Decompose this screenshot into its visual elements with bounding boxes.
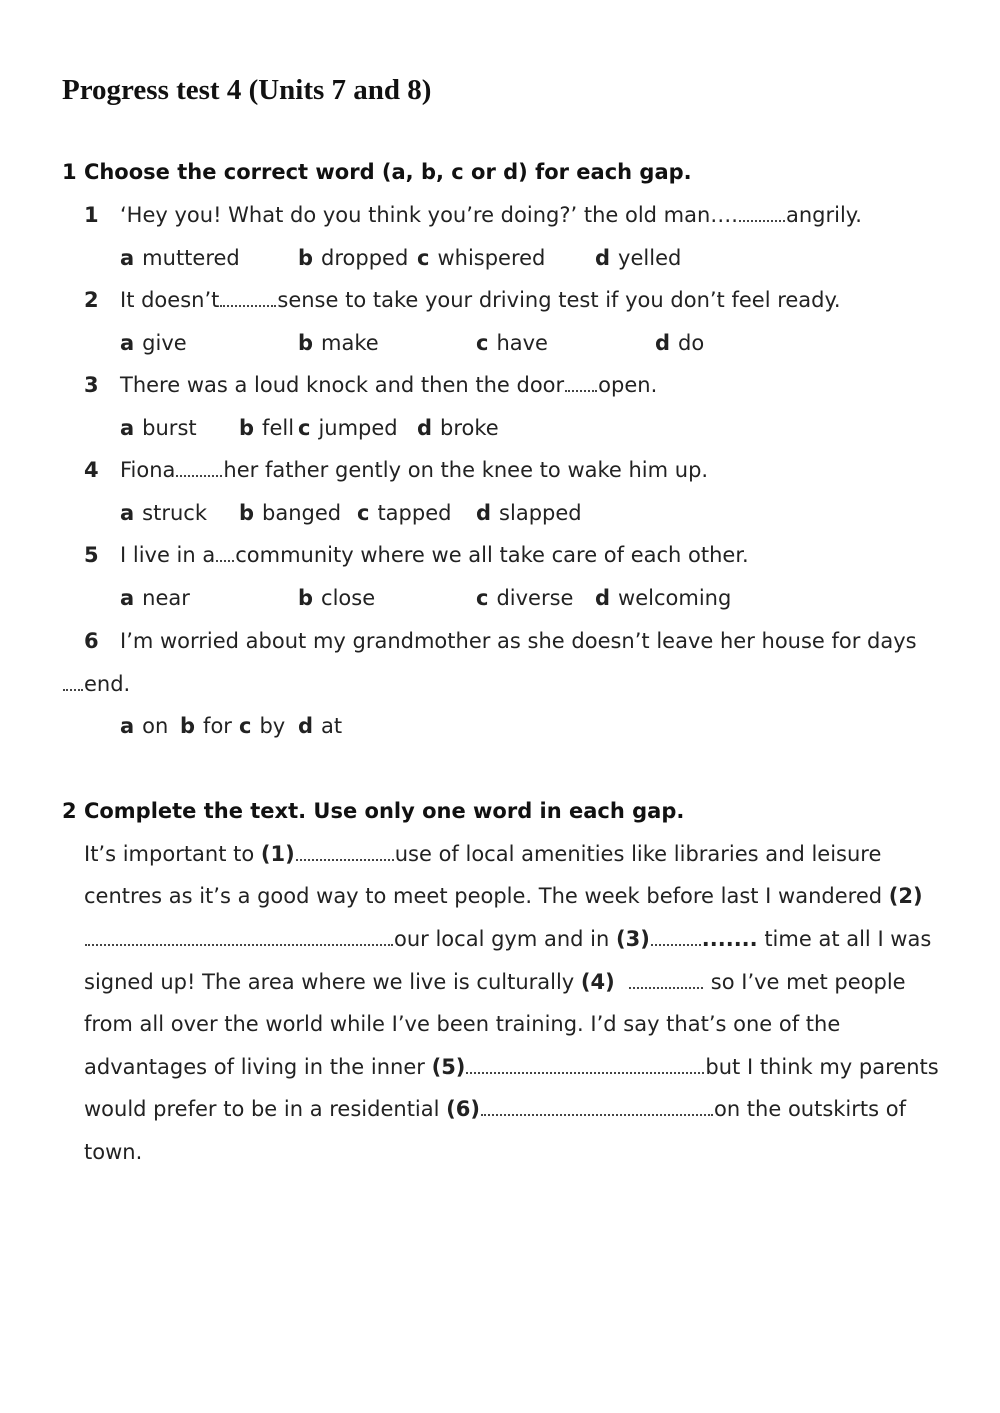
option-a[interactable]: a near — [120, 586, 190, 610]
question-text: There was a loud knock and then the door — [120, 373, 565, 397]
option-c[interactable]: c tapped — [357, 501, 452, 525]
gap-label: (1) — [260, 842, 295, 866]
text-line-1: It’s important to (1) use of local amenities like libraries and leisure — [84, 842, 882, 866]
question-text: ‘Hey you! What do you think you’re doing?’ the old man…. — [120, 203, 738, 227]
question-text: angrily. — [785, 203, 862, 227]
gap-label: (6) — [446, 1097, 480, 1121]
option-b[interactable]: b close — [298, 586, 376, 610]
answer-gap[interactable] — [739, 219, 785, 222]
question-text: I’m worried about my grandmother as she doesn’t leave her house for days — [120, 629, 917, 653]
option-b[interactable]: b dropped — [298, 246, 409, 270]
answer-gap[interactable] — [220, 304, 276, 307]
question-number: 6 — [84, 629, 99, 653]
option-d[interactable]: d yelled — [595, 246, 682, 270]
question-text: open. — [598, 373, 658, 397]
answer-gap[interactable] — [63, 688, 83, 691]
option-c[interactable]: c whispered — [417, 246, 546, 270]
question-text: I live in a — [120, 543, 216, 567]
gap-dots: ....... — [701, 927, 758, 951]
text-line-4: signed up! The area where we live is culturally (4) so I’ve met people — [84, 970, 906, 994]
answer-gap-2[interactable] — [85, 943, 393, 946]
question-6 — [84, 631, 917, 652]
option-b[interactable]: b fell — [239, 416, 295, 440]
section-number: 1 — [62, 160, 77, 184]
gap-label: (3) — [615, 927, 650, 951]
option-a[interactable]: a burst — [120, 416, 197, 440]
question-text: end. — [84, 672, 131, 696]
question-number: 4 — [84, 458, 99, 482]
section-instruction: Choose the correct word (a, b, c or d) for each gap. — [83, 160, 692, 184]
question-text: Fiona — [120, 458, 176, 482]
option-c[interactable]: c jumped — [298, 416, 398, 440]
option-c[interactable]: c diverse — [476, 586, 574, 610]
option-a[interactable]: a on — [120, 714, 169, 738]
question-1 — [84, 205, 862, 226]
option-a[interactable]: a give — [120, 331, 187, 355]
text-line-8: town. — [84, 1140, 143, 1164]
question-number: 1 — [84, 203, 99, 227]
text-line-3: our local gym and in (3) ....... time at all I was — [84, 929, 931, 950]
option-d[interactable]: d slapped — [476, 501, 582, 525]
answer-gap[interactable] — [216, 559, 234, 562]
text-line-6: advantages of living in the inner (5) but I think my parents — [84, 1055, 939, 1079]
gap-label: (4) — [580, 970, 615, 994]
question-number: 3 — [84, 373, 99, 397]
question-text: It doesn’t — [120, 288, 220, 312]
page-title: Progress test 4 (Units 7 and 8) — [62, 74, 432, 106]
question-2 — [84, 290, 841, 311]
gap-label: (5) — [431, 1055, 466, 1079]
text-line-2: centres as it’s a good way to meet people. The week before last I wandered (2) — [84, 884, 923, 908]
answer-gap[interactable] — [176, 474, 222, 477]
option-d[interactable]: d do — [655, 331, 705, 355]
option-b[interactable]: b for — [180, 714, 232, 738]
option-c[interactable]: c by — [239, 714, 286, 738]
answer-gap-4[interactable] — [629, 986, 703, 989]
question-6-continued — [62, 674, 130, 695]
question-5 — [84, 545, 749, 566]
question-text: her father gently on the knee to wake him up. — [223, 458, 709, 482]
answer-gap-6[interactable] — [481, 1113, 713, 1116]
question-text: sense to take your driving test if you don’t feel ready. — [277, 288, 841, 312]
section-number: 2 — [62, 799, 77, 823]
section-instruction: Complete the text. Use only one word in each gap. — [83, 799, 685, 823]
answer-gap-3[interactable] — [651, 943, 701, 946]
answer-gap-1[interactable] — [296, 858, 394, 861]
answer-gap-5[interactable] — [466, 1071, 704, 1074]
question-text: community where we all take care of each other. — [235, 543, 749, 567]
option-a[interactable]: a muttered — [120, 246, 240, 270]
answer-gap[interactable] — [565, 389, 597, 392]
option-b[interactable]: b banged — [239, 501, 342, 525]
question-4 — [84, 460, 708, 481]
option-d[interactable]: d broke — [417, 416, 499, 440]
question-number: 5 — [84, 543, 99, 567]
text-line-7: would prefer to be in a residential (6) on the outskirts of — [84, 1097, 906, 1121]
option-b[interactable]: b make — [298, 331, 379, 355]
question-number: 2 — [84, 288, 99, 312]
option-c[interactable]: c have — [476, 331, 548, 355]
question-3 — [84, 375, 657, 396]
option-d[interactable]: d welcoming — [595, 586, 732, 610]
text-line-5: from all over the world while I’ve been training. I’d say that’s one of the — [84, 1012, 841, 1036]
section-1-heading — [62, 162, 692, 183]
section-2-heading — [62, 801, 684, 822]
gap-label: (2) — [888, 884, 923, 908]
option-a[interactable]: a struck — [120, 501, 207, 525]
option-d[interactable]: d at — [298, 714, 343, 738]
